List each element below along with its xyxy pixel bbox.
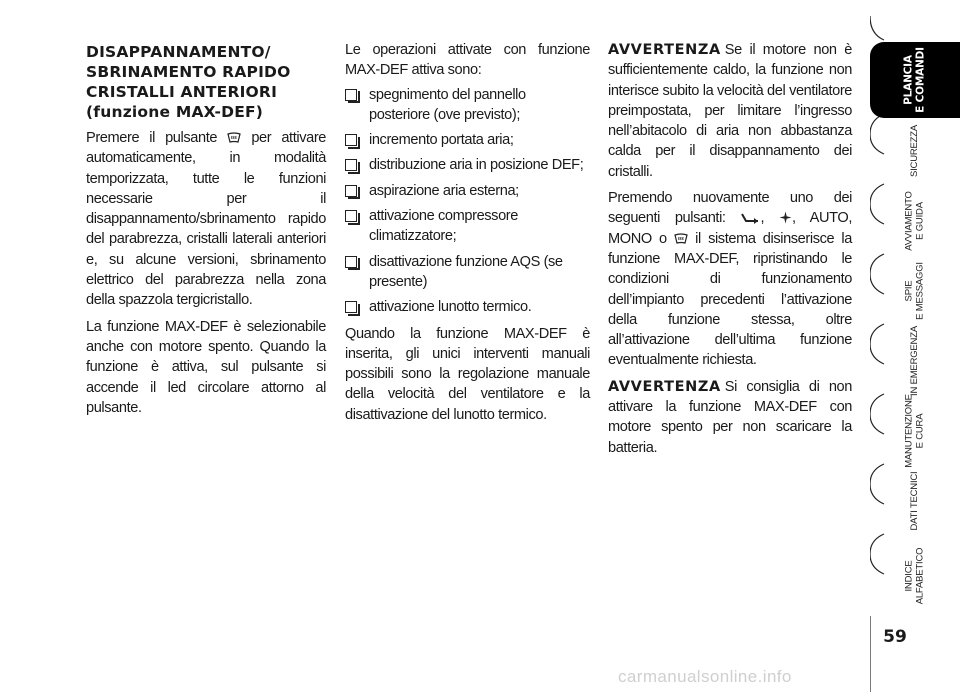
intro-paragraph: Premere il pulsante per attivare automaticamente, in modalità temporizzata, tutte le funzioni necessarie per il disappannamento/sbrinamento rapido del parabrezza, cristalli laterali anteriori e, su alcune versioni, sbrinamento elettrico del parabrezza nella zona della spazzola tergicristallo.: [86, 130, 326, 309]
column-1: [86, 40, 326, 418]
list-item: incremento portata aria;: [345, 130, 590, 150]
warning-paragraph: AVVERTENZA Si consiglia di non attivare la funzione MAX-DEF con motore spento per non scaricare la batteria.: [608, 378, 852, 456]
column-3: [608, 40, 852, 458]
operations-list: [345, 85, 590, 318]
windshield-defrost-icon: [674, 233, 688, 245]
warning-label: AVVERTENZA: [608, 42, 721, 58]
tab-manutenzione-e-cura[interactable]: MANUTENZIONE E CURA: [903, 394, 925, 468]
body-paragraph: Quando la funzione MAX-DEF è inserita, gli unici interventi manuali possibili sono la regolazione manuale della velocità del ventilatore e la disattivazione del lunotto termico.: [345, 325, 590, 423]
section-heading: [86, 42, 326, 122]
windshield-defrost-icon: [227, 132, 241, 144]
heading-line: SBRINAMENTO RAPIDO: [86, 63, 291, 81]
column-2: [345, 40, 590, 425]
fan-icon: [779, 211, 792, 224]
list-item: disattivazione funzione AQS (se presente): [345, 252, 590, 293]
tab-in-emergenza[interactable]: IN EMERGENZA: [908, 326, 920, 396]
heading-line: DISAPPANNAMENTO/: [86, 43, 271, 61]
list-item: attivazione lunotto termico.: [345, 297, 590, 317]
warning-paragraph: AVVERTENZA Se il motore non è sufficientemente caldo, la funzione non interisce subito la velocità del ventilatore preimpostata, per limitare l’ingresso nell’abitacolo di aria non abbastanza calda per il disappannamento dei cristalli.: [608, 42, 852, 180]
checkbox-bullet-icon: [345, 210, 357, 222]
checkbox-bullet-icon: [345, 89, 357, 101]
air-distribution-icon: [740, 212, 760, 224]
chapter-tab-nav: [870, 16, 960, 692]
tab-spie-e-messaggi[interactable]: SPIE E MESSAGGI: [903, 262, 925, 320]
list-item: spegnimento del pannello posteriore (ove previsto);: [345, 85, 590, 126]
checkbox-bullet-icon: [345, 301, 357, 313]
tab-sicurezza[interactable]: SICUREZZA: [908, 124, 920, 178]
checkbox-bullet-icon: [345, 185, 357, 197]
checkbox-bullet-icon: [345, 256, 357, 268]
list-intro: Le operazioni attivate con funzione MAX-DEF attiva sono:: [345, 42, 590, 79]
body-paragraph: La funzione MAX-DEF è selezionabile anche con motore spento. Quando la funzione è attiva, sul pulsante si accende il led circolare attorno al pulsante.: [86, 318, 326, 416]
tab-dati-tecnici[interactable]: DATI TECNICI: [908, 471, 920, 531]
tab-plancia-e-comandi[interactable]: PLANCIA E COMANDI: [870, 42, 960, 118]
list-item: distribuzione aria in posizione DEF;: [345, 155, 590, 175]
tab-indice-alfabetico[interactable]: INDICE ALFABETICO: [903, 547, 925, 605]
heading-line: CRISTALLI ANTERIORI: [86, 83, 278, 101]
watermark-text: carmanualsonline.info: [618, 667, 792, 686]
checkbox-bullet-icon: [345, 134, 357, 146]
tab-avviamento-e-guida[interactable]: AVVIAMENTO E GUIDA: [903, 191, 925, 251]
page-number: 59: [883, 627, 907, 647]
list-item: aspirazione aria esterna;: [345, 181, 590, 201]
heading-line: (funzione MAX-DEF): [86, 103, 264, 121]
list-item: attivazione compressore climatizzatore;: [345, 206, 590, 247]
body-paragraph: Premendo nuovamente uno dei seguenti pulsanti: , , AUTO, MONO o il sistema disinserisce la funzione MAX-DEF, ripristinando le condizioni di funzionamento dell’impianto precedenti l’attivazione della funzione stessa, oltre all’attivazione dell’ultima funzione eventualmente richiesta.: [608, 190, 853, 369]
checkbox-bullet-icon: [345, 159, 357, 171]
warning-label: AVVERTENZA: [608, 378, 721, 395]
